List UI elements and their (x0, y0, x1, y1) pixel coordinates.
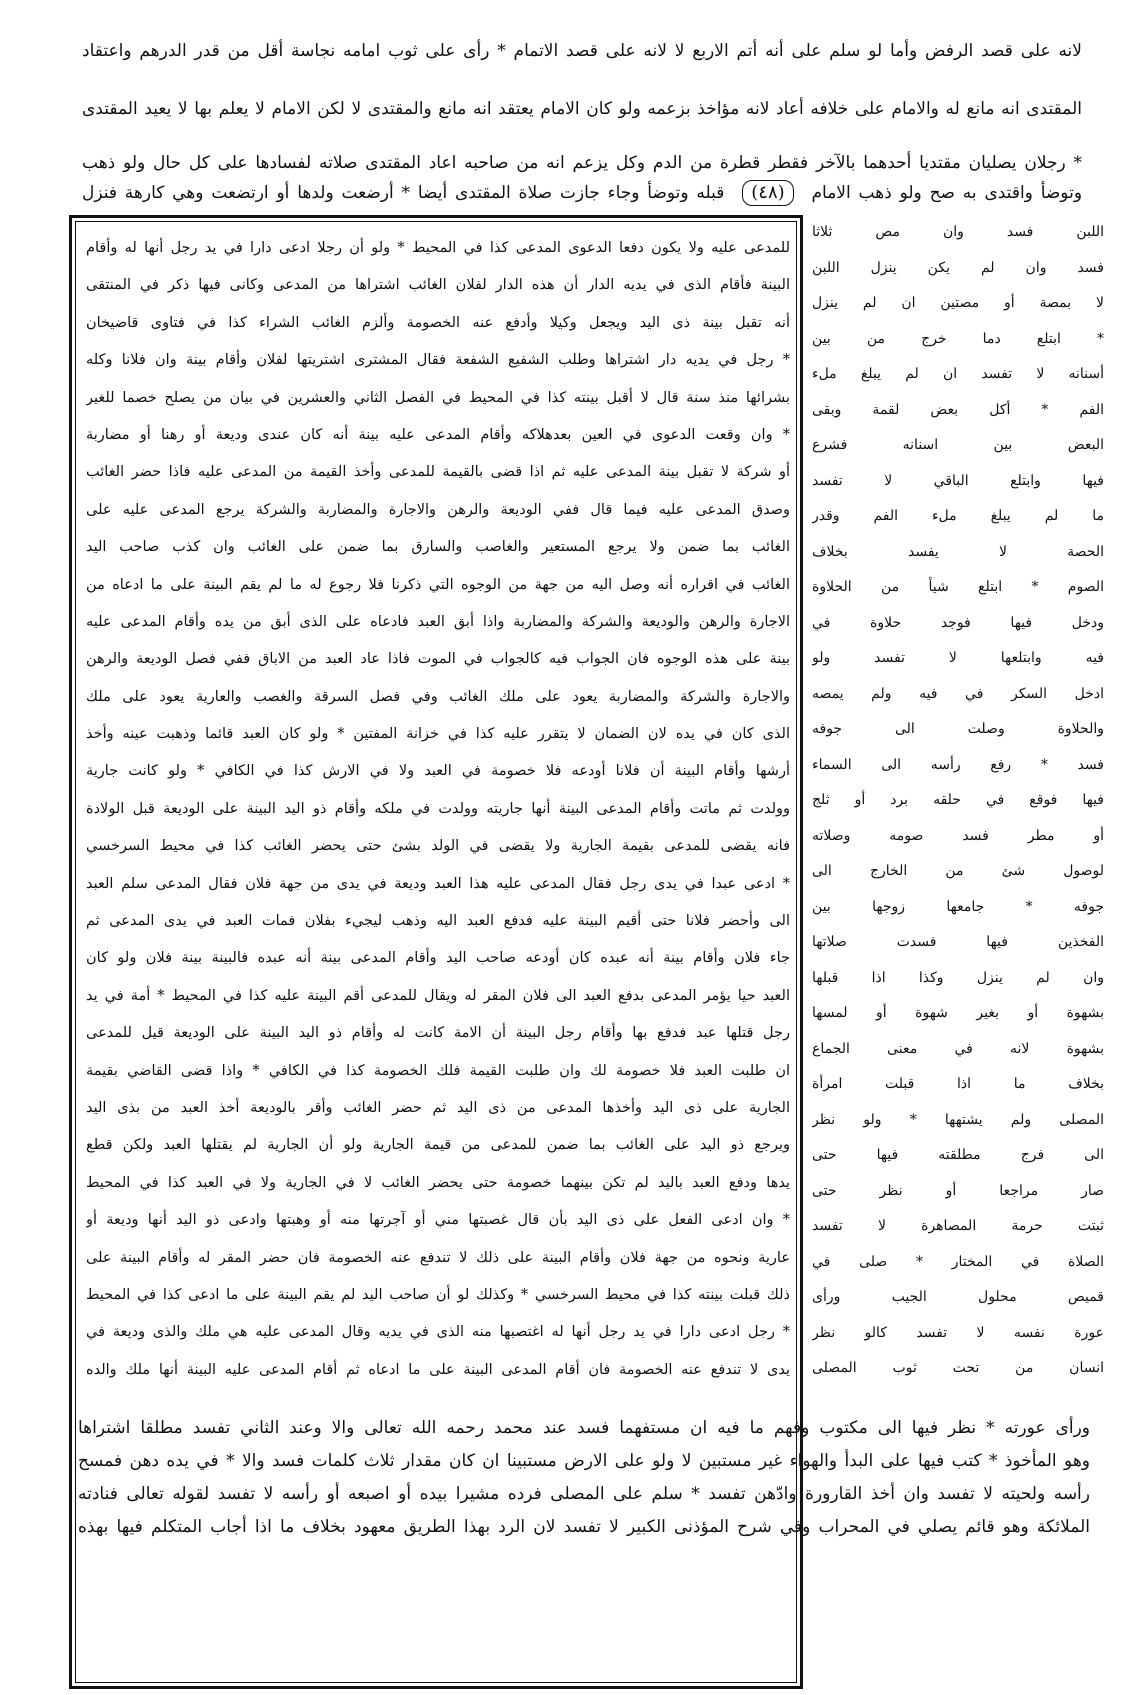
margin-text-line: بخلاف ما اذا قبلت امرأة (812, 1076, 1104, 1092)
margin-text-line: بشهوة لانه في معنى الجماع (812, 1040, 1104, 1057)
margin-text-line: صار مراجعا أو نظر حتى (812, 1182, 1104, 1199)
margin-text-line: فسد * رفع رأسه الى السماء (812, 756, 1104, 773)
header-line: المقتدى انه مانع له والامام على خلافه أعاد لانه مؤاخذ بزعمه ولو كان الامام يعتقد انه مانع والمقتدى لا لكن الامام لا يعلم بها لا يعيد المقتدى (82, 99, 1082, 119)
main-text-line: رجل قتلها عبد فدفع بها وأقام رجل البينة أن الامة كانت له وأقام ذو اليد البينة على الوديعة قيل للمدعى (86, 1025, 790, 1042)
main-text-line: بينة على هذه الوجوه فان الجواب فيه كالجواب في الموت فاذا عاد العبد من الاباق ففي فصل الوديعة والرهن (86, 651, 790, 668)
margin-text-line: فيه وابتلعها لا تفسد ولو (812, 650, 1104, 666)
margin-text-line: ثبتت حرمة المصاهرة لا تفسد (812, 1218, 1104, 1234)
header-line: * رجلان يصليان مقتديا أحدهما بالآخر فقطر قطرة من الدم وكل يزعم انه من صاحبه اعاد المقتدى صلاته لفسادها على كل حال ولو ذهب (82, 153, 1082, 173)
header-line-with-page-number (82, 176, 1082, 210)
margin-text-line: ادخل السكر في فيه ولم يمصه (812, 685, 1104, 702)
main-text-line: عارية ونحوه من جهة فلان وأقام البينة على ذلك لا تندفع عنه الخصومة فان حضر المقر له وأقام البينة على (86, 1249, 790, 1266)
margin-text-line: لا بمصة أو مصتين ان لم ينزل (812, 295, 1104, 311)
main-text-line: * ادعى عبدا في يدى رجل فقال المدعى عليه هذا العبد وديعة في يدى من جهة فلان فقال المدعى سلم العبد (86, 875, 790, 892)
main-text-line: أنه تقبل بينة ذى اليد ويجعل وكيلا وأدفع عنه الخصومة وألزم الغائب الشراء كذا في فتاوى قاضيخان (86, 314, 790, 331)
main-text-line: يدى لا تندفع عنه الخصومة فان أقام المدعى البينة على ما ادعاه ثم أقام المدعى عليه البينة أنها ملك والده (86, 1361, 790, 1378)
header-line-start: وتوضأ واقتدى به صح ولو ذهب الامام (811, 183, 1082, 203)
margin-text-line: المصلى ولم يشتهها * ولو نظر (812, 1111, 1104, 1128)
header-line-end: قبله وتوضأ وجاء جازت صلاة المقتدى أيضا * أرضعت ولدها أو ارتضعت وهي كارهة فنزل (82, 183, 725, 203)
margin-text-line: فسد وان لم يكن ينزل اللبن (812, 259, 1104, 276)
main-text-line: بشرائها منذ سنة قال لا أقبل بينته كذا في المحيط في الفصل الثاني والعشرين في بيان من يصلح خصما للغير (86, 389, 790, 406)
main-text-line: للمدعى عليه ولا يكون دفعا الدعوى المدعى كذا في المحيط * ولو أن رجلا ادعى دارا في يد رجل أنها له وأقام (86, 240, 790, 256)
footer-line: ورأى عورته * نظر فيها الى مكتوب وفهم ما فيه ان مستفهما فسد عند محمد رحمه الله تعالى والا وعند الثاني تفسد مطلقا اشتراها (78, 1418, 1090, 1438)
main-text-line: البينة فأقام الذى في يديه الدار أن هذه الدار لفلان الغائب اشتراها من المدعى وكانى فيها ذكر في المنتقى (86, 277, 790, 294)
main-text-line: وولدت ثم ماتت وأقام المدعى البينة أنها جاريته وولدت في ملكه وأقام ذو اليد البينة على الوديعة قبل الولادة (86, 800, 790, 817)
footer-line: الملائكة وهو قائم يصلي في المحراب وفي شرح المؤذنى الكبير لا تفسد لان الرد بهذا الطريق معهود بخلاف ما اذا أجاب المتكلم فيها بهذه (78, 1517, 1090, 1537)
margin-text-line: جوفه * جامعها زوجها بين (812, 898, 1104, 915)
main-text-line: الاجارة والرهن والوديعة والشركة والمضاربة واذا أبق العبد فادعاه على الذى أبق من يده وأقام المدعى عليه (86, 613, 790, 630)
main-text-line: ذلك قبلت بينته كذا في محيط السرخسي * وكذلك لو أن صاحب اليد لم يقم البينة على ما ادعى كذا في المحيط (86, 1286, 790, 1303)
margin-text-line: اللبن فسد وان مص ثلاثا (812, 224, 1104, 240)
margin-text-line: لوصول شئ من الخارج الى (812, 863, 1104, 879)
margin-text-line: الى فرج مطلقته فيها حتى (812, 1147, 1104, 1163)
margin-text-line: الفخذين فيها فسدت صلاتها (812, 934, 1104, 950)
main-text-line: ان طلبت العبد فلا خصومة لك وان طلبت القيمة فلك الخصومة كذا في الكافي * واذا قضى القاضي بقيمة (86, 1062, 790, 1079)
margin-text-line: الصوم * ابتلع شيأ من الحلاوة (812, 579, 1104, 595)
main-text-line: يدها ودفع العبد باليد لم تكن بينهما خصومة حتى يحضر الغائب لا في الجارية ولا في العبد كذا في المحيط (86, 1174, 790, 1191)
main-text-line: * رجل في يديه دار اشتراها وطلب الشفيع الشفعة فقال المشترى اشتريتها لفلان وأقام بينة وان فلانا وكله (86, 352, 790, 369)
main-text-line: أرشها وأقام البينة أن فلانا أودعه فلا خصومة في العبد ولا في الارش كذا في الكافي * ولو كانت جارية (86, 763, 790, 780)
main-text-line: الجارية على ذى اليد وأخذها المدعى من ذى اليد ثم حضر الغائب وأقر بالوديعة أخذ العبد من بذى اليد (86, 1099, 790, 1116)
main-text-line: * وان ادعى الفعل على ذى اليد بأن قال غصبتها مني أو آجرتها منه أو وهبتها وادعى ذو اليد أنها وديعة أو (86, 1212, 790, 1229)
main-text-line: الغائب في اقراره أنه وصل اليه من جهة من الوجوه التي ذكرنا فلا رجوع له ما لم يقم البينة على ما ادعاه من (86, 576, 790, 593)
main-text-line: الذى كان في يده لان الضمان لا يتقرر عليه كذا في خزانة المفتين * ولو كان العبد قائما وذهبت عينه وأخذ (86, 726, 790, 743)
margin-text-line: عورة نفسه لا تفسد كالو نظر (812, 1324, 1104, 1341)
page-number: (٤٨) (742, 180, 793, 206)
margin-text-line: والحلاوة وصلت الى جوفه (812, 721, 1104, 737)
margin-text-line: أو مطر فسد صومه وصلاته (812, 827, 1104, 844)
margin-text-line: فيها وابتلع الباقي لا تفسد (812, 472, 1104, 489)
margin-text-line: الصلاة في المختار * صلى في (812, 1253, 1104, 1270)
margin-text-line: انسان من تحت ثوب المصلى (812, 1360, 1104, 1376)
main-text-line: جاء فلان وأقام بينة أنه عبده كان أودعه صاحب اليد وأقام المدعى بينة أنه عبده فالبينة بينة فلان ولو كان (86, 950, 790, 967)
main-text-line: العبد حيا يؤمر المدعى بدفع العبد الى فلان المقر له ويقال للمدعى أقم البينة عليه كذا في المحيط * أمة في يد (86, 987, 790, 1004)
margin-text-line: * ابتلع دما خرج من بين (812, 330, 1104, 347)
margin-text-line: فيها فوقع في حلقه برد أو ثلج (812, 792, 1104, 808)
main-text-line: فانه يقضى للمدعى بقيمة الجارية ولا يقضى في الولد بشئ حتى يحضر الغائب كذا في محيط السرخسي (86, 838, 790, 855)
margin-text-line: البعض بين اسنانه فشرع (812, 437, 1104, 453)
footer-line: وهو المأخوذ * كتب فيها على البدأ والهواء غير مستبين لا ولو على الارض مستبينا ان كان مقدار ثلاث كلمات فسد والا * في يده دهن فمسح (78, 1451, 1090, 1471)
main-text-line: ويرجع ذو اليد على الغائب بما ضمن للمدعى من قيمة الجارية ولو أن الجارية لم يقتلها العبد ولكن قطع (86, 1137, 790, 1154)
main-text-line: الى وأحضر فلانا حتى أقيم البينة عليه فدفع العبد اليه وذهب ليجيء بفلان فمات العبد في يدى المدعى ثم (86, 913, 790, 930)
margin-text-line: وان لم ينزل وكذا اذا قبلها (812, 969, 1104, 986)
margin-text-line: ودخل فيها فوجد حلاوة في (812, 614, 1104, 631)
margin-text-line: أسنانه لا تفسد ان لم يبلغ ملء (812, 366, 1104, 382)
main-text-line: وصدق المدعى عليه فيما قال ففي الوديعة والرهن والاجارة والمضاربة والشركة يرجع المدعى عليه على (86, 501, 790, 518)
footer-line: رأسه ولحيته لا تفسد وان أخذ القارورة وادّهن تفسد * سلم على المصلى فرده مشيرا بيده أو اصبعه أو رأسه لا تفسد لقوله تعالى فنادته (78, 1484, 1090, 1504)
header-line: لانه على قصد الرفض وأما لو سلم على أنه أتم الاربع لا لانه على قصد الاتمام * رأى على ثوب امامه نجاسة أقل من قدر الدرهم واعتقاد (82, 41, 1082, 61)
margin-text-line: بشهوة أو بغير شهوة أو لمسها (812, 1005, 1104, 1021)
margin-text-line: ما لم يبلغ ملء الفم وقدر (812, 508, 1104, 524)
margin-text-line: الفم * أكل بعض لقمة وبقى (812, 401, 1104, 418)
main-text-line: الغائب بما ضمن ولا يرجع المستعير والغاصب والسارق بما ضمن على الغائب وان كذب صاحب اليد (86, 539, 790, 556)
main-text-line: * وان وقعت الدعوى في العين بعدهلاكه وأقام المدعى عليه بينة أنه كان عندى وديعة أو رهنا أو مضاربة (86, 426, 790, 443)
main-text-line: والاجارة والشركة والمضاربة يعود على ملك الغائب وفي فصل السرقة والغصب والعارية يعود على ملك (86, 688, 790, 705)
margin-text-line: الحصة لا يفسد بخلاف (812, 543, 1104, 560)
main-text-line: * رجل ادعى دارا في يد رجل أنها له اغتصبها منه الذى في يديه وقال المدعى عليه هي ملك والذى وديعة في (86, 1324, 790, 1341)
margin-text-line: قميص محلول الجيب ورأى (812, 1289, 1104, 1305)
main-text-line: أو شركة لا تقبل بينة المدعى عليه ثم اذا قضى بالقيمة للمدعى وأخذ القيمة من المدعى عليه فاذا حضر الغائب (86, 464, 790, 481)
